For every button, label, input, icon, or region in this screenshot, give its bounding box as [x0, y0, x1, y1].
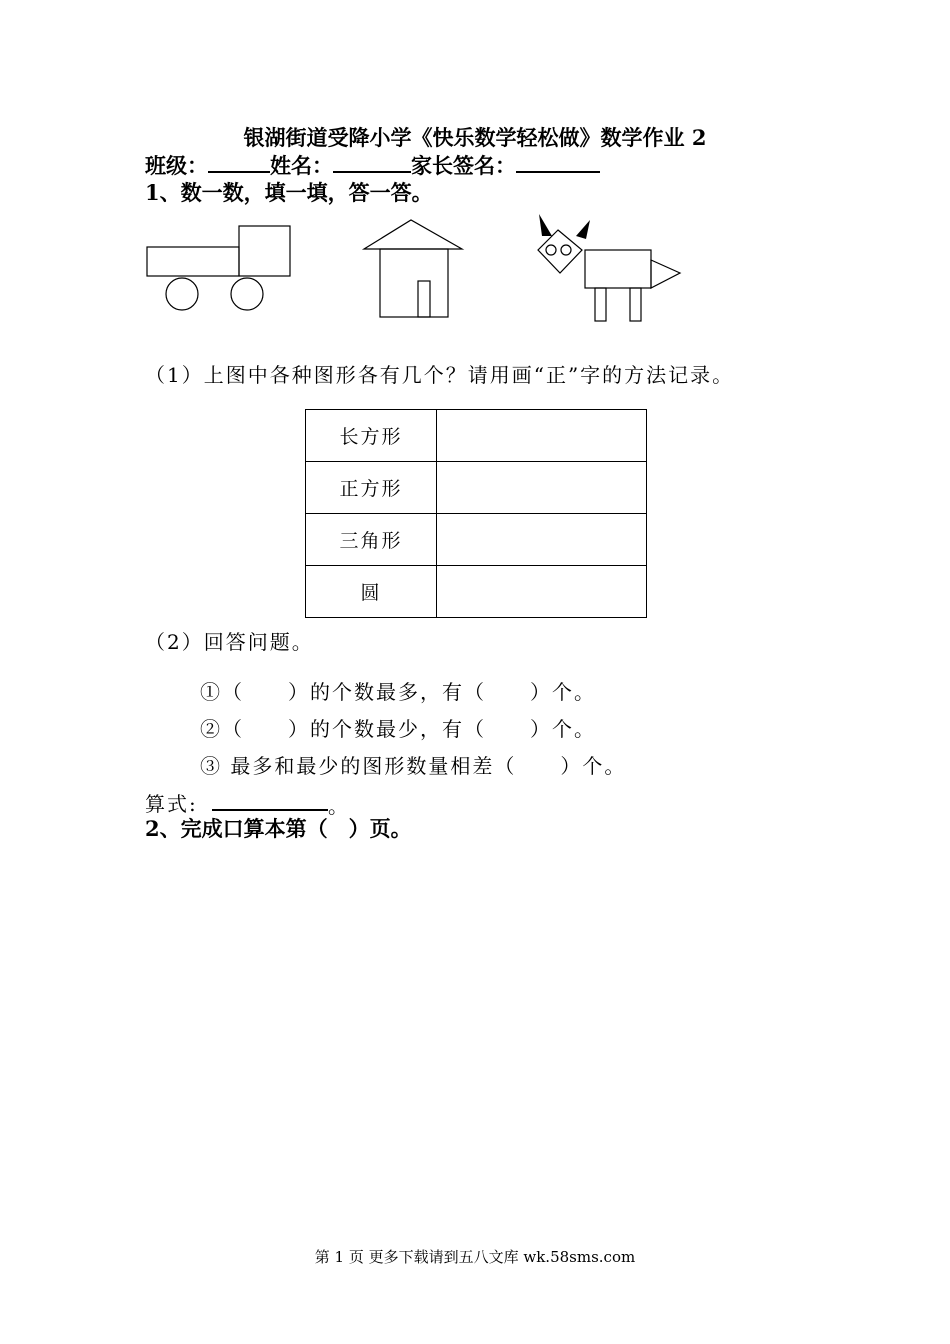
cow-horn-triangle: [539, 214, 552, 236]
tally-cell[interactable]: [437, 566, 647, 618]
truck-figure: [140, 218, 300, 318]
answer-line-3: ③ 最多和最少的图形数量相差（ ）个。: [200, 754, 627, 778]
class-blank[interactable]: [208, 153, 270, 173]
table-row: [306, 410, 647, 462]
formula-label: 算式:: [145, 792, 198, 816]
cow-tail-triangle: [651, 260, 680, 288]
section2-heading: 2、完成口算本第（ ）页。: [145, 816, 412, 841]
page-title: 银湖街道受降小学《快乐数学轻松做》数学作业 2: [243, 125, 707, 150]
table-row: [306, 514, 647, 566]
cow-horn-triangle: [576, 220, 590, 239]
cow-body-rectangle: [585, 250, 651, 288]
name-label: 姓名：: [270, 153, 333, 178]
table-row: [306, 462, 647, 514]
truck-body-rectangle: [147, 247, 239, 276]
header-fields: [145, 150, 600, 180]
house-wall-square: [380, 249, 448, 317]
page-footer: 第 1 页 更多下载请到五八文库 wk.58sms.com: [314, 1248, 636, 1266]
truck-wheel-circle: [166, 278, 198, 310]
truck-cab-square: [239, 226, 290, 276]
cow-leg-rectangle: [595, 288, 606, 321]
cow-leg-rectangle: [630, 288, 641, 321]
truck-wheel-circle: [231, 278, 263, 310]
cow-head-square: [538, 230, 582, 273]
door-rectangle: [418, 281, 430, 317]
tally-cell[interactable]: [437, 514, 647, 566]
shape-name: 正方形: [306, 462, 437, 514]
formula-blank[interactable]: [212, 809, 328, 811]
shape-name: 三角形: [306, 514, 437, 566]
class-label: 班级：: [145, 153, 208, 178]
parent-signature-blank[interactable]: [516, 153, 600, 173]
name-blank[interactable]: [333, 153, 411, 173]
section1-heading: 1、数一数，填一填，答一答。: [145, 180, 433, 205]
tally-cell[interactable]: [437, 410, 647, 462]
question-2: （2）回答问题。: [145, 630, 314, 654]
answer-line-2: ②（ ）的个数最少，有（ ）个。: [200, 717, 596, 741]
table-row: [306, 566, 647, 618]
answer-line-1: ①（ ）的个数最多，有（ ）个。: [200, 680, 596, 704]
roof-triangle: [364, 220, 462, 249]
cow-eye-circle: [546, 245, 556, 255]
tally-cell[interactable]: [437, 462, 647, 514]
tally-table: [305, 409, 647, 618]
parent-signature-label: 家长签名：: [411, 153, 516, 178]
shape-name: 圆: [306, 566, 437, 618]
house-figure: [358, 214, 468, 324]
cow-figure: [530, 206, 690, 326]
cow-eye-circle: [561, 245, 571, 255]
formula-end: 。: [328, 794, 350, 818]
shape-name: 长方形: [306, 410, 437, 462]
question-1: （1）上图中各种图形各有几个？请用画“正”字的方法记录。: [145, 363, 735, 387]
